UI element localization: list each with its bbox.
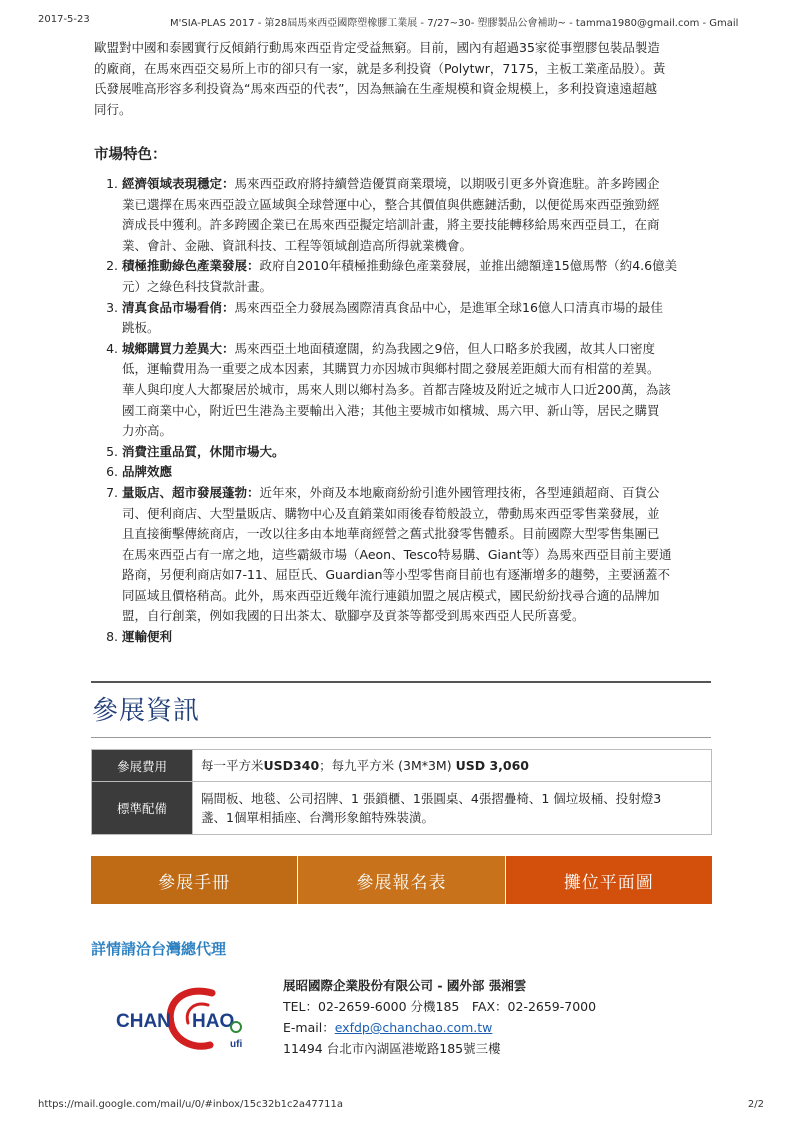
print-date: 2017-5-23 xyxy=(38,14,90,25)
feature-text: 路商，另便利商店如7-11、屈臣氏、Guardian等小型零售商目前也有逐漸增多的趨勢，主要涵蓋不 xyxy=(122,567,671,583)
feature-text: 業已選擇在馬來西亞設立區域與全球營運中心，整合其價值與供應鏈活動，以便從馬來西亞強勁經 xyxy=(122,196,660,212)
company-name: 展昭國際企業股份有限公司 - 國外部 張湘雲 xyxy=(283,978,527,993)
list-item xyxy=(122,174,732,256)
feature-text: 濟成長中獲利。許多跨國企業已在馬來西亞擬定培訓計畫，將主要技能轉移給馬來西亞員工，在商 xyxy=(122,217,660,233)
intro-paragraph xyxy=(94,38,714,120)
feature-text: 元）之綠色科技貸款計畫。 xyxy=(122,278,273,294)
feature-text: 國工商業中心，附近巴生港為主要輸出入港；其他主要城市如檳城、馬六甲、新山等，居民之購買 xyxy=(122,402,660,418)
exhibit-info-table xyxy=(91,749,712,835)
feature-text: 且直接衝擊傳統商店，一改以往多由本地華商經營之舊式批發零售體系。目前國際大型零售集團已 xyxy=(122,526,660,542)
table-row xyxy=(92,782,712,835)
registration-form-button[interactable]: 參展報名表 xyxy=(298,856,505,904)
feature-text: 盟，自行創業，例如我國的日出茶太、歇腳亭及貢茶等都受到馬來西亞人民所喜愛。 xyxy=(122,608,585,624)
list-item xyxy=(122,627,732,648)
ufi-mark: ufi xyxy=(230,1039,243,1050)
email-line xyxy=(283,1017,596,1038)
logo-text-chan: CHAN xyxy=(116,1011,171,1032)
feature-title: 量販店、超市發展蓬勃： xyxy=(122,484,260,500)
feature-text: 司、便利商店、大型量販店、購物中心及直銷業如雨後春筍般設立，帶動馬來西亞零售業發展，並 xyxy=(122,505,660,521)
feature-text: 政府自2010年積極推動綠色產業發展，並推出總額達15億馬幣（約4.6億美 xyxy=(259,258,678,274)
fee-label: 參展費用 xyxy=(92,750,193,782)
feature-text: 馬來西亞土地面積遼闊，約為我國之9倍，但人口略多於我國，故其人口密度 xyxy=(234,340,655,356)
list-item xyxy=(122,462,732,483)
intro-line: 的廠商，在馬來西亞交易所上市的卻只有一家，就是多利投資（Polytwr，7175，主板工業產品股）。黃 xyxy=(94,60,666,76)
list-item xyxy=(122,483,732,627)
page-number: 2/2 xyxy=(747,1099,764,1110)
print-footer xyxy=(38,1099,764,1113)
feature-text: 業、會計、金融、資訊科技、工程等領域創造高所得就業機會。 xyxy=(122,237,473,253)
table-row xyxy=(92,750,712,782)
intro-line: 氏發展唯高形容多利投資為“馬來西亞的代表”，因為無論在生產規模和資金規模上，多利投資遠遠超越 xyxy=(94,81,657,96)
email-link[interactable]: exfdp@chanchao.com.tw xyxy=(334,1020,493,1035)
equipment-line: 盞、1個單相插座、台灣形象館特殊裝潢。 xyxy=(201,810,434,825)
exhibit-button-bar xyxy=(91,856,712,904)
intro-line: 同行。 xyxy=(94,101,132,117)
feature-title: 清真食品市場看俏： xyxy=(122,299,235,315)
market-feature-list xyxy=(100,174,732,648)
feature-title: 運輸便利 xyxy=(122,629,173,645)
fee-text: 每一平方米 xyxy=(201,758,264,773)
fee-amount: USD340 xyxy=(263,758,320,773)
equipment-value xyxy=(193,782,712,835)
section-divider xyxy=(91,681,711,683)
print-header xyxy=(38,14,764,28)
fee-amount: USD 3,060 xyxy=(455,758,529,773)
equipment-label: 標準配備 xyxy=(92,782,193,835)
logo-text-hao: HAO xyxy=(192,1011,235,1032)
feature-title: 積極推動綠色產業發展： xyxy=(122,258,260,274)
fee-value xyxy=(193,750,712,782)
agent-heading: 詳情請洽台灣總代理 xyxy=(91,940,227,958)
list-item xyxy=(122,256,732,297)
feature-text: 跳板。 xyxy=(122,320,160,336)
feature-text: 同區域且價格稍高。此外，馬來西亞近幾年流行連鎖加盟之展店模式，國民紛紛找尋合適的品牌加 xyxy=(122,587,660,603)
tel-fax-line: TEL：02-2659-6000 分機185 FAX：02-2659-7000 xyxy=(283,999,597,1014)
email-label: E-mail： xyxy=(283,1020,335,1035)
feature-title: 品牌效應 xyxy=(122,464,173,480)
feature-text: 華人與印度人大都聚居於城市，馬來人則以鄉村為多。首都吉隆坡及附近之城市人口近200萬，為該 xyxy=(122,381,671,397)
section-divider xyxy=(91,737,711,738)
exhibitor-manual-button[interactable]: 參展手冊 xyxy=(91,856,298,904)
contact-block xyxy=(283,975,596,1059)
fee-text: ；每九平方米 (3M*3M) xyxy=(319,758,456,773)
list-item xyxy=(122,442,732,463)
feature-title: 經濟領域表現穩定： xyxy=(122,176,235,191)
feature-text: 低，運輸費用為一重要之成本因素，其購買力亦因城市與鄉村間之發展差距頗大而有相當的差異。 xyxy=(122,361,660,377)
list-item xyxy=(122,339,732,442)
feature-title: 城鄉購買力差異大： xyxy=(122,340,235,356)
exhibit-section-title: 參展資訊 xyxy=(92,696,201,726)
chanchao-logo xyxy=(112,987,252,1055)
intro-line: 歐盟對中國和泰國實行反傾銷行動馬來西亞肯定受益無窮。目前，國內有超過35家從事塑膠包裝品製造 xyxy=(94,40,660,55)
feature-text: 馬來西亞政府將持續營造優質商業環境，以期吸引更多外資進駐。許多跨國企 xyxy=(234,176,660,191)
feature-title: 消費注重品質，休閒市場大。 xyxy=(122,443,285,459)
feature-text: 在馬來西亞占有一席之地，這些霸級市場（Aeon、Tesco特易購、Giant等）為馬來西亞目前主要通 xyxy=(122,546,672,562)
floor-plan-button[interactable]: 攤位平面圖 xyxy=(506,856,712,904)
print-title: M'SIA-PLAS 2017 - 第28屆馬來西亞國際塑橡膠工業展 - 7/27~30- 塑膠製品公會補助~ - tamma1980@gmail.com - Gmail xyxy=(170,18,739,29)
feature-text: 馬來西亞全力發展為國際清真食品中心，是進軍全球16億人口清真市場的最佳 xyxy=(234,299,663,315)
address-line: 11494 台北市內湖區港墘路185號三樓 xyxy=(283,1041,501,1056)
feature-text: 近年來，外商及本地廠商紛紛引進外國管理技術，各型連鎖超商、百貨公 xyxy=(259,484,660,500)
equipment-line: 隔間板、地毯、公司招牌、1 張鎖櫃、1張圓桌、4張摺疊椅、1 個垃圾桶、投射燈3 xyxy=(201,791,662,806)
list-item xyxy=(122,298,732,339)
print-url: https://mail.google.com/mail/u/0/#inbox/15c32b1c2a47711a xyxy=(38,1099,343,1110)
feature-text: 力亦高。 xyxy=(122,423,173,439)
market-heading: 市場特色： xyxy=(94,147,167,163)
